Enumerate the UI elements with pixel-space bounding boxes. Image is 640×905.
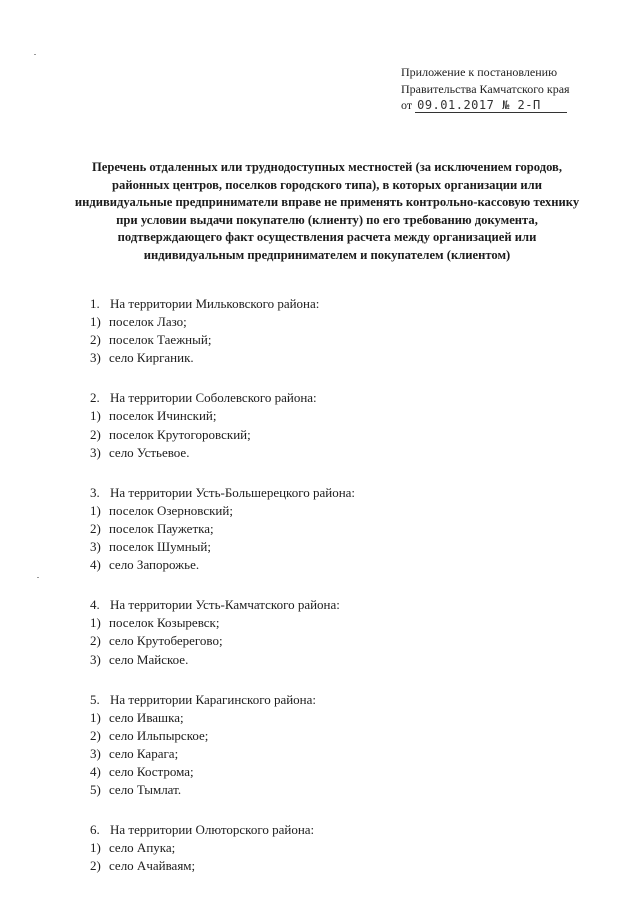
district-heading-text: На территории Соболевского района: <box>110 390 317 406</box>
district-heading <box>90 691 590 709</box>
district-section <box>90 484 590 574</box>
locality-list <box>90 295 590 897</box>
locality-name: поселок Паужетка; <box>109 520 214 536</box>
locality-item <box>90 709 590 727</box>
locality-item <box>90 426 590 444</box>
scan-speck <box>37 577 39 578</box>
handwritten-date-number: 09.01.2017 № 2-П <box>417 98 541 112</box>
district-heading-text: На территории Мильковского района: <box>110 296 320 311</box>
locality-name: село Тымлат. <box>109 782 182 798</box>
locality-item <box>90 781 590 799</box>
district-section <box>90 389 590 461</box>
district-heading-text: На территории Усть-Большерецкого района: <box>110 484 356 500</box>
district-number: 4. <box>90 597 100 613</box>
locality-item <box>90 538 590 556</box>
locality-number: 2) <box>90 426 101 442</box>
appendix-date-prefix: от <box>401 98 416 112</box>
locality-number: 3) <box>90 444 101 460</box>
scan-speck <box>34 54 36 55</box>
district-heading-text: На территории Карагинского района: <box>110 691 317 707</box>
locality-item <box>90 632 590 650</box>
locality-number: 3) <box>90 745 101 761</box>
locality-item <box>90 502 590 520</box>
district-number: 5. <box>90 691 100 707</box>
locality-item <box>90 331 590 349</box>
locality-number: 2) <box>90 858 101 874</box>
locality-name: село Карага; <box>109 745 179 761</box>
locality-item <box>90 857 590 875</box>
locality-number: 1) <box>90 615 101 631</box>
locality-name: поселок Шумный; <box>109 539 211 555</box>
locality-item <box>90 745 590 763</box>
locality-item <box>90 349 590 367</box>
locality-item <box>90 763 590 781</box>
locality-number: 4) <box>90 557 101 573</box>
locality-name: село Ивашка; <box>109 709 184 725</box>
locality-item <box>90 313 590 331</box>
district-section <box>90 691 590 800</box>
locality-number: 2) <box>90 727 101 743</box>
locality-name: село Запорожье. <box>109 557 200 573</box>
locality-name: село Ильпырское; <box>109 727 209 743</box>
locality-number: 4) <box>90 763 101 779</box>
locality-number: 2) <box>90 520 101 536</box>
locality-number: 1) <box>90 314 101 330</box>
locality-name: село Кирганик. <box>109 350 194 366</box>
locality-name: поселок Ичинский; <box>109 408 217 424</box>
district-heading <box>90 821 590 839</box>
locality-name: село Майское. <box>109 651 189 667</box>
locality-name: село Устьевое. <box>109 444 190 460</box>
locality-name: село Апука; <box>109 840 176 856</box>
locality-number: 3) <box>90 539 101 555</box>
district-number: 1. <box>90 296 100 311</box>
locality-number: 3) <box>90 350 101 366</box>
district-heading-text: На территории Олюторского района: <box>110 822 315 838</box>
district-heading-text: На территории Усть-Камчатского района: <box>110 597 340 613</box>
locality-name: поселок Таежный; <box>109 332 212 348</box>
locality-item <box>90 556 590 574</box>
locality-number: 1) <box>90 840 101 856</box>
locality-item <box>90 444 590 462</box>
appendix-line-3 <box>401 97 570 114</box>
locality-name: поселок Крутогоровский; <box>109 426 251 442</box>
locality-item <box>90 520 590 538</box>
locality-name: село Ачайваям; <box>109 858 196 874</box>
locality-name: поселок Лазо; <box>109 314 187 330</box>
district-heading <box>90 389 590 407</box>
appendix-line-2: Правительства Камчатского края <box>401 81 570 96</box>
locality-item <box>90 651 590 669</box>
locality-item <box>90 614 590 632</box>
locality-number: 2) <box>90 332 101 348</box>
district-section <box>90 821 590 875</box>
locality-name: село Крутоберегово; <box>109 633 223 649</box>
district-section <box>90 596 590 668</box>
locality-number: 3) <box>90 651 101 667</box>
locality-name: поселок Козыревск; <box>109 615 220 631</box>
district-number: 3. <box>90 484 100 500</box>
document-title: Перечень отдаленных или труднодоступных местностей (за исключением городов, районных центров, поселков городского типа), в которых организации или индивидуальные предприниматели вправе не применять контрольно-кассовую технику при условии выдачи покупателю (клиенту) по его требованию документа, подтверждающего факт осуществления расчета между организацией или индивидуальным предпринимателем и покупателем (клиентом) <box>74 160 580 262</box>
locality-item <box>90 727 590 745</box>
locality-name: село Кострома; <box>109 763 194 779</box>
locality-number: 1) <box>90 502 101 518</box>
appendix-line-1: Приложение к постановлению <box>401 65 558 79</box>
appendix-block <box>401 64 570 114</box>
locality-number: 1) <box>90 709 101 725</box>
district-heading <box>90 484 590 502</box>
district-number: 6. <box>90 822 100 838</box>
locality-item <box>90 839 590 857</box>
locality-number: 2) <box>90 633 101 649</box>
appendix-date-underline <box>415 99 567 113</box>
locality-item <box>90 407 590 425</box>
locality-number: 1) <box>90 408 101 424</box>
district-section <box>90 295 590 367</box>
locality-number: 5) <box>90 782 101 798</box>
district-heading <box>90 295 590 313</box>
district-number: 2. <box>90 390 100 406</box>
district-heading <box>90 596 590 614</box>
locality-name: поселок Озерновский; <box>109 502 233 518</box>
